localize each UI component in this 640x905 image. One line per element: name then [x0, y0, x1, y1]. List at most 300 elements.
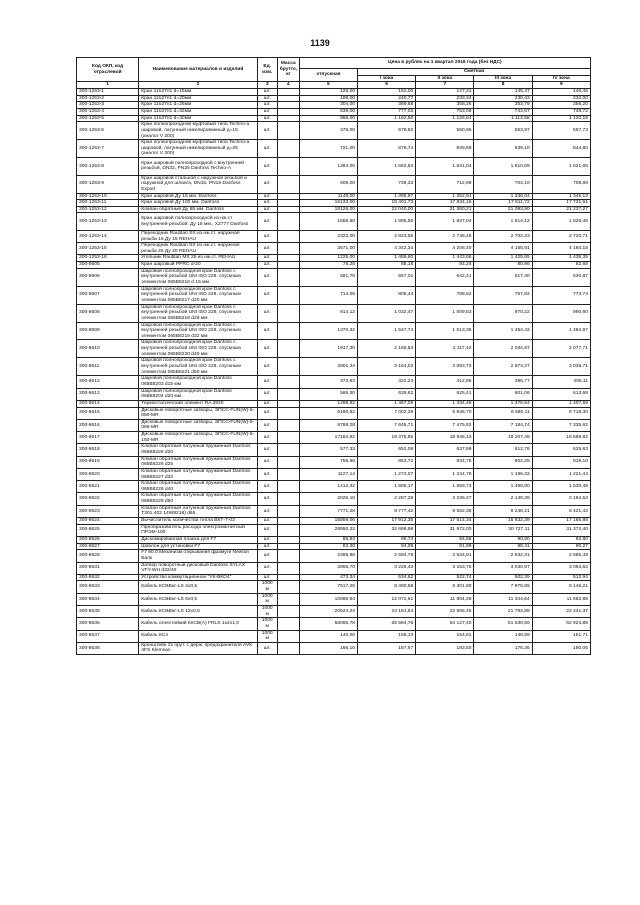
cell-mass	[277, 193, 299, 200]
cell-name: Переходник Rautitan SX из нж.ст. наружная резьба 16 Ду 15 REHAU	[139, 230, 257, 242]
cell-zone1-price: 777,02	[358, 108, 416, 115]
cell-name: Кран шаровой Ду 100 мм. Danfoss	[139, 200, 257, 207]
cell-zone1-price: 152,00	[358, 89, 416, 96]
cell-zone4-price: 8 421,43	[532, 505, 590, 517]
cell-name: Устройство коммутационное "УК-ВКО4"	[139, 574, 257, 581]
cell-code: 300-8622	[77, 493, 139, 505]
cell-zone3-price: 553,97	[474, 122, 532, 140]
column-index: 1	[77, 82, 139, 89]
cell-unit: шт.	[257, 213, 277, 231]
cell-mass	[277, 468, 299, 480]
table-row	[77, 158, 591, 176]
cell-zone1-price: 534,62	[358, 574, 416, 581]
cell-zone2-price: 94,58	[416, 536, 474, 543]
cell-code: 300-1253-13	[77, 213, 139, 231]
cell-name: Дискомированная планка для F7	[139, 536, 257, 543]
cell-zone3-price: 353,79	[474, 102, 532, 109]
cell-unit: шт.	[257, 340, 277, 358]
cell-unit: шт.	[257, 122, 277, 140]
cell-mass	[277, 481, 299, 493]
cell-mass	[277, 140, 299, 158]
cell-zone2-price: 788,52	[416, 286, 474, 304]
cell-zone1-price: 2 694,78	[358, 550, 416, 562]
cell-zone1-price: 3 225,43	[358, 562, 416, 574]
cell-release-price: 166,16	[299, 642, 357, 654]
cell-unit: шт.	[257, 158, 277, 176]
cell-unit: шт.	[257, 286, 277, 304]
table-row	[77, 481, 591, 493]
cell-name: Затвор поворотный дисковый Danfoss SYLAX VFY-WH d32/40	[139, 562, 257, 574]
cell-zone1-price: 2 287,29	[358, 493, 416, 505]
cell-zone4-price: 1 120,15	[532, 115, 590, 122]
cell-zone3-price: 502,39	[474, 574, 532, 581]
cell-zone3-price: 612,76	[474, 444, 532, 456]
cell-zone2-price: 1 244,78	[416, 468, 474, 480]
cell-release-price: 28950,32	[299, 524, 357, 536]
cell-zone3-price: 743,67	[474, 108, 532, 115]
cell-zone3-price: 1 196,32	[474, 468, 532, 480]
cell-zone2-price: 17 514,34	[416, 518, 474, 525]
cell-zone4-price: 180,06	[532, 642, 590, 654]
cell-name: Кран шаровой Ду 15 мм. Danfoss	[139, 193, 257, 200]
cell-zone1-price: 12 072,61	[358, 593, 416, 605]
column-index: 3	[257, 82, 277, 89]
cell-code: 300-8623	[77, 505, 139, 517]
cell-name: Кронштейн 2х прут. с держ. предохранителя AVK 4FS Klemsan	[139, 642, 257, 654]
cell-name: Дисковые поворотные затворы, ЭПСС-FUN(W)-5-150-MR	[139, 432, 257, 444]
cell-zone2-price: 147,31	[416, 89, 474, 96]
cell-zone1-price: 7 002,29	[358, 407, 416, 419]
cell-mass	[277, 388, 299, 400]
cell-name: Шаровой полнопроходной кран Danfoss с внутренней резьбой UNI ISO 228, спускным элементом 065B8221 d50 мм	[139, 358, 257, 376]
cell-mass	[277, 493, 299, 505]
cell-zone3-price: 21 093,80	[474, 206, 532, 213]
cell-code: 300-8626	[77, 536, 139, 543]
cell-zone4-price: 557,73	[532, 122, 590, 140]
cell-zone2-price: 1 513,35	[416, 322, 474, 340]
cell-release-price: 140,00	[299, 630, 357, 642]
cell-zone3-price: 8 248,21	[474, 505, 532, 517]
header-zone-1: I зона	[358, 75, 416, 82]
cell-zone2-price: 560,96	[416, 122, 474, 140]
cell-release-price: 6768,28	[299, 419, 357, 431]
cell-zone3-price: 757,82	[474, 286, 532, 304]
cell-code: 300-1253-12	[77, 206, 139, 213]
cell-unit: шт.	[257, 304, 277, 322]
cell-mass	[277, 213, 299, 231]
cell-name: Кран полнопроходной муфтовый типа Techno-a шаровой, латунный никелированный д=25 (аналог V 300)	[139, 140, 257, 158]
cell-name: Шаровой полнопроходной кран Danfoss с внутренней резьбой UNI ISO 228, спускным элементом 065B8216 d 15 мм	[139, 268, 257, 286]
cell-release-price: 2025,10	[299, 493, 357, 505]
cell-zone4-price: 773,74	[532, 286, 590, 304]
cell-zone1-price: 657,01	[358, 268, 416, 286]
cell-zone3-price: 617,40	[474, 268, 532, 286]
table-row	[77, 432, 591, 444]
header-unit: Ед. изм.	[257, 58, 277, 82]
cell-zone3-price: 601,06	[474, 388, 532, 400]
cell-zone2-price: 625,41	[416, 388, 474, 400]
cell-mass	[277, 255, 299, 262]
cell-zone1-price: 806,44	[358, 286, 416, 304]
cell-mass	[277, 89, 299, 96]
table-row	[77, 593, 591, 605]
cell-mass	[277, 340, 299, 358]
cell-zone2-price: 1 009,53	[416, 304, 474, 322]
cell-release-price: 566,30	[299, 388, 357, 400]
cell-code: 300-8637	[77, 630, 139, 642]
cell-zone2-price: 4 208,40	[416, 243, 474, 255]
cell-name: Шаровой полнопроходной кран Danfoss 065B8203 d15 мм	[139, 376, 257, 388]
cell-zone1-price: 96,73	[358, 536, 416, 543]
cell-zone1-price: 17 912,35	[358, 518, 416, 525]
cell-release-price: 85,84	[299, 536, 357, 543]
cell-code: 300-1253-3	[77, 102, 139, 109]
table-row	[77, 550, 591, 562]
cell-zone2-price: 3 093,73	[416, 358, 474, 376]
cell-name: Кран 11б27п1 d=25мм	[139, 102, 257, 109]
cell-zone4-price: 819,10	[532, 456, 590, 468]
cell-name: Переходник Rautitan SX из нж.ст. наружная резьба 25 Ду 20 REHAU	[139, 243, 257, 255]
cell-zone4-price: 6 718,30	[532, 407, 590, 419]
cell-name: Шаровой полнопроходной кран Danfoss с внутренней резьбой UNI ISO 228, спускным элементом 065B8220 d40 мм	[139, 340, 257, 358]
table-row	[77, 286, 591, 304]
cell-code: 300-8634	[77, 593, 139, 605]
cell-name: Клапан обратный латунный пружинный Danfoss Т301.402 14W8218) d65	[139, 505, 257, 517]
cell-zone4-price: 1 221,44	[532, 468, 590, 480]
price-table	[76, 57, 591, 655]
cell-unit: шт.	[257, 505, 277, 517]
cell-zone3-price: 2 034,97	[474, 340, 532, 358]
table-row	[77, 102, 591, 109]
table-row	[77, 193, 591, 200]
cell-zone4-price: 62 924,85	[532, 618, 590, 630]
cell-mass	[277, 630, 299, 642]
cell-zone4-price: 1 435,35	[532, 255, 590, 262]
cell-zone3-price: 80,96	[474, 262, 532, 269]
cell-mass	[277, 376, 299, 388]
cell-zone4-price: 2 194,53	[532, 493, 590, 505]
cell-code: 300-8611	[77, 358, 139, 376]
cell-release-price: 304,00	[299, 102, 357, 109]
cell-zone3-price: 839,10	[474, 140, 532, 158]
cell-code: 300-1253-7	[77, 140, 139, 158]
cell-mass	[277, 108, 299, 115]
cell-release-price: 17154,62	[299, 432, 357, 444]
column-index: 8	[474, 82, 532, 89]
cell-unit: шт.	[257, 444, 277, 456]
cell-release-price: 15133,00	[299, 200, 357, 207]
cell-unit: 1000 м	[257, 581, 277, 593]
cell-name: Клапан обратный латунный пружинный Danfoss 065B8226 d20	[139, 444, 257, 456]
cell-code: 300-8613	[77, 388, 139, 400]
cell-zone2-price: 712,99	[416, 175, 474, 193]
cell-mass	[277, 286, 299, 304]
cell-zone1-price: 1 032,47	[358, 304, 416, 322]
cell-zone3-price: 11 344,64	[474, 593, 532, 605]
cell-mass	[277, 606, 299, 618]
cell-zone3-price: 21 783,89	[474, 606, 532, 618]
table-row	[77, 562, 591, 574]
cell-name: Клапан обратный латунный пружинный Danfoss 065B8228 d40	[139, 481, 257, 493]
cell-mass	[277, 518, 299, 525]
cell-zone3-price: 16 832,39	[474, 518, 532, 525]
table-row	[77, 213, 591, 231]
cell-zone4-price: 990,60	[532, 304, 590, 322]
cell-zone4-price: 2 720,71	[532, 230, 590, 242]
cell-unit: шт.	[257, 175, 277, 193]
cell-zone1-price: 22 040,00	[358, 206, 416, 213]
cell-zone3-price: 1 499,00	[474, 481, 532, 493]
cell-zone2-price: 1 631,04	[416, 158, 474, 176]
cell-name: Дисковые поворотные затворы, ЭПСС-FUN(W)-5-050-MR	[139, 407, 257, 419]
cell-unit: шт.	[257, 524, 277, 536]
table-row	[77, 122, 591, 140]
cell-unit: шт.	[257, 400, 277, 407]
cell-release-price: 1917,30	[299, 340, 357, 358]
cell-release-price: 78,28	[299, 262, 357, 269]
cell-zone3-price: 90,90	[474, 536, 532, 543]
cell-code: 300-8621	[77, 481, 139, 493]
cell-release-price: 914,12	[299, 304, 357, 322]
cell-unit: 1000 м	[257, 630, 277, 642]
table-row	[77, 89, 591, 96]
cell-release-price: 721,00	[299, 140, 357, 158]
cell-name: Клапан обратный латунный пружинный Danfoss 065B8226 d25	[139, 456, 257, 468]
cell-name: Кабель огнестойкий КпСВ(А) FRLS 1x2x1,0	[139, 618, 257, 630]
cell-unit: шт.	[257, 543, 277, 550]
cell-unit: шт.	[257, 432, 277, 444]
cell-release-price: 956,00	[299, 115, 357, 122]
cell-zone1-price: 3 164,03	[358, 358, 416, 376]
cell-code: 300-8636	[77, 618, 139, 630]
cell-code: 300-1253-14	[77, 230, 139, 242]
cell-zone2-price: 3 153,76	[416, 562, 474, 574]
table-row	[77, 630, 591, 642]
cell-zone3-price: 2 973,27	[474, 358, 532, 376]
cell-release-price: 639,00	[299, 108, 357, 115]
cell-zone2-price: 412,85	[416, 376, 474, 388]
cell-zone2-price: 91,99	[416, 543, 474, 550]
table-row	[77, 340, 591, 358]
cell-zone3-price: 2 149,39	[474, 493, 532, 505]
cell-code: 300-1253-8	[77, 158, 139, 176]
cell-zone2-price: 31 972,00	[416, 524, 474, 536]
cell-zone1-price: 8 490,58	[358, 581, 416, 593]
cell-code: 300-8635	[77, 606, 139, 618]
cell-unit: шт.	[257, 468, 277, 480]
table-row	[77, 419, 591, 431]
cell-release-price: 581,70	[299, 268, 357, 286]
cell-name: Преобразователь расхода электромагнитный ПРЭМ-100	[139, 524, 257, 536]
cell-mass	[277, 102, 299, 109]
cell-unit: 1000 м	[257, 618, 277, 630]
cell-zone2-price: 18 945,13	[416, 432, 474, 444]
cell-zone1-price: 1 395,97	[358, 193, 416, 200]
cell-name: Кран шаровой стальной с наружной резьбой и наружной для шланга, DN15, PN15 Danfoss Export	[139, 175, 257, 193]
cell-zone4-price: 405,11	[532, 376, 590, 388]
header-mass: Масса брутто, кг	[277, 58, 299, 82]
cell-unit: шт.	[257, 358, 277, 376]
cell-code: 300-8619	[77, 456, 139, 468]
cell-release-price: 755,66	[299, 456, 357, 468]
cell-release-price: 10686,64	[299, 593, 357, 605]
cell-unit: шт.	[257, 140, 277, 158]
cell-code: 300-1253-11	[77, 200, 139, 207]
cell-zone3-price: 1 454,42	[474, 322, 532, 340]
cell-zone1-price: 639,62	[358, 388, 416, 400]
cell-unit: шт.	[257, 322, 277, 340]
cell-zone3-price: 88,41	[474, 543, 532, 550]
cell-zone2-price: 834,75	[416, 456, 474, 468]
cell-code: 300-1253-4	[77, 108, 139, 115]
cell-mass	[277, 618, 299, 630]
cell-zone3-price: 230,43	[474, 95, 532, 102]
cell-zone4-price: 1 484,97	[532, 322, 590, 340]
table-row	[77, 243, 591, 255]
table-row	[77, 518, 591, 525]
cell-zone2-price: 522,74	[416, 574, 474, 581]
table-row	[77, 140, 591, 158]
cell-mass	[277, 358, 299, 376]
table-row	[77, 618, 591, 630]
cell-zone4-price: 92,80	[532, 536, 590, 543]
cell-release-price: 1384,00	[299, 158, 357, 176]
header-code: Код ОКП, код отраслевой	[77, 58, 139, 82]
cell-zone1-price: 8 777,42	[358, 505, 416, 517]
cell-release-price: 3571,00	[299, 243, 357, 255]
table-row	[77, 407, 591, 419]
cell-code: 300-8620	[77, 468, 139, 480]
cell-zone1-price: 1 895,50	[358, 213, 416, 231]
cell-name: Шаровой полнопроходной кран Danfoss с внутренней резьбой UNI ISO 228, спускным элементом 065B8219 d32 мм	[139, 322, 257, 340]
cell-zone3-price: 396,77	[474, 376, 532, 388]
cell-zone2-price: 84,24	[416, 262, 474, 269]
cell-zone1-price: 1 595,17	[358, 481, 416, 493]
cell-zone4-price: 613,68	[532, 388, 590, 400]
cell-unit: шт.	[257, 268, 277, 286]
table-row	[77, 468, 591, 480]
cell-zone1-price: 19 375,85	[358, 432, 416, 444]
cell-unit: шт.	[257, 456, 277, 468]
cell-release-price: 714,05	[299, 286, 357, 304]
cell-name: Кран шаровый PPRC d-20	[139, 262, 257, 269]
cell-mass	[277, 550, 299, 562]
cell-zone1-price: 1 467,09	[358, 400, 416, 407]
header-name: Наименование материалов и изделий	[139, 58, 257, 82]
table-row	[77, 268, 591, 286]
cell-zone1-price: 369,68	[358, 102, 416, 109]
cell-zone4-price: 3 094,62	[532, 562, 590, 574]
cell-unit: шт.	[257, 255, 277, 262]
cell-code: 300-8624	[77, 518, 139, 525]
cell-release-price: 83,30	[299, 543, 357, 550]
table-row	[77, 262, 591, 269]
cell-name: Клапан обратный латунный пружинный Danfoss 065B8229 d50	[139, 493, 257, 505]
cell-unit: шт.	[257, 193, 277, 200]
cell-zone4-price: 630,87	[532, 268, 590, 286]
cell-name: Шаровой полнопроходной кран Danfoss 065B8204 d20 мм	[139, 388, 257, 400]
cell-code: 300-8617	[77, 432, 139, 444]
cell-release-price: 1370,32	[299, 322, 357, 340]
cell-zone4-price: 17 185,88	[532, 518, 590, 525]
cell-mass	[277, 536, 299, 543]
cell-zone1-price: 240,77	[358, 95, 416, 102]
cell-zone4-price: 90,27	[532, 543, 590, 550]
cell-zone3-price: 1 336,04	[474, 193, 532, 200]
cell-code: 300-8638	[77, 642, 139, 654]
cell-zone4-price: 1 345,13	[532, 193, 590, 200]
table-row	[77, 304, 591, 322]
cell-zone1-price: 1 162,50	[358, 115, 416, 122]
cell-zone4-price: 1 407,59	[532, 400, 590, 407]
page-number: 1139	[310, 38, 330, 48]
cell-mass	[277, 158, 299, 176]
cell-mass	[277, 230, 299, 242]
cell-mass	[277, 562, 299, 574]
cell-zone3-price: 3 030,97	[474, 562, 532, 574]
cell-release-price: 1298,92	[299, 400, 357, 407]
table-row	[77, 388, 591, 400]
cell-zone4-price: 3 035,71	[532, 358, 590, 376]
table-body	[77, 89, 591, 655]
cell-zone2-price: 1 434,49	[416, 400, 474, 407]
cell-zone3-price: 7 978,65	[474, 581, 532, 593]
cell-zone3-price: 1 112,58	[474, 115, 532, 122]
cell-zone4-price: 708,89	[532, 175, 590, 193]
cell-zone3-price: 30 727,11	[474, 524, 532, 536]
cell-unit: шт.	[257, 407, 277, 419]
cell-unit: шт.	[257, 550, 277, 562]
cell-zone2-price: 1 837,04	[416, 213, 474, 231]
cell-code: 300-8625	[77, 524, 139, 536]
cell-unit: шт.	[257, 89, 277, 96]
cell-zone2-price: 2 236,47	[416, 493, 474, 505]
cell-unit: шт.	[257, 206, 277, 213]
cell-zone2-price: 22 666,45	[416, 606, 474, 618]
cell-unit: шт.	[257, 243, 277, 255]
cell-code: 300-8614	[77, 400, 139, 407]
cell-code: 300-8608	[77, 304, 139, 322]
table-row	[77, 493, 591, 505]
cell-name: Кран шаровой полнопроходной с внутренней резьбой, DN32, PN25 Danfoss Techno-A	[139, 158, 257, 176]
column-index: 6	[358, 82, 416, 89]
cell-zone4-price: 748,72	[532, 108, 590, 115]
cell-zone1-price: 158,13	[358, 630, 416, 642]
cell-zone1-price: 32 698,98	[358, 524, 416, 536]
cell-zone3-price: 1 610,69	[474, 158, 532, 176]
table-row	[77, 200, 591, 207]
cell-zone3-price: 6 580,11	[474, 407, 532, 419]
cell-mass	[277, 432, 299, 444]
cell-name: Кран полнопроходной муфтовый типа Techno-a шаровой, латунный никелированный д=15 (аналог V 300)	[139, 122, 257, 140]
cell-release-price: 608,00	[299, 175, 357, 193]
cell-release-price: 7517,29	[299, 581, 357, 593]
cell-zone3-price: 4 155,91	[474, 243, 532, 255]
cell-release-price: 198,00	[299, 95, 357, 102]
cell-zone1-price: 2 165,54	[358, 340, 416, 358]
cell-unit: 1000 м	[257, 606, 277, 618]
cell-zone4-price: 31 372,40	[532, 524, 590, 536]
cell-name: Термостатический элемент RA 2920	[139, 400, 257, 407]
cell-release-price: 2385,88	[299, 550, 357, 562]
table-row	[77, 95, 591, 102]
table-row	[77, 358, 591, 376]
cell-zone4-price: 82,68	[532, 262, 590, 269]
cell-zone4-price: 1 621,65	[532, 158, 590, 176]
cell-code: 300-1253-5	[77, 115, 139, 122]
cell-zone2-price: 183,50	[416, 642, 474, 654]
cell-code: 300-8627	[77, 543, 139, 550]
